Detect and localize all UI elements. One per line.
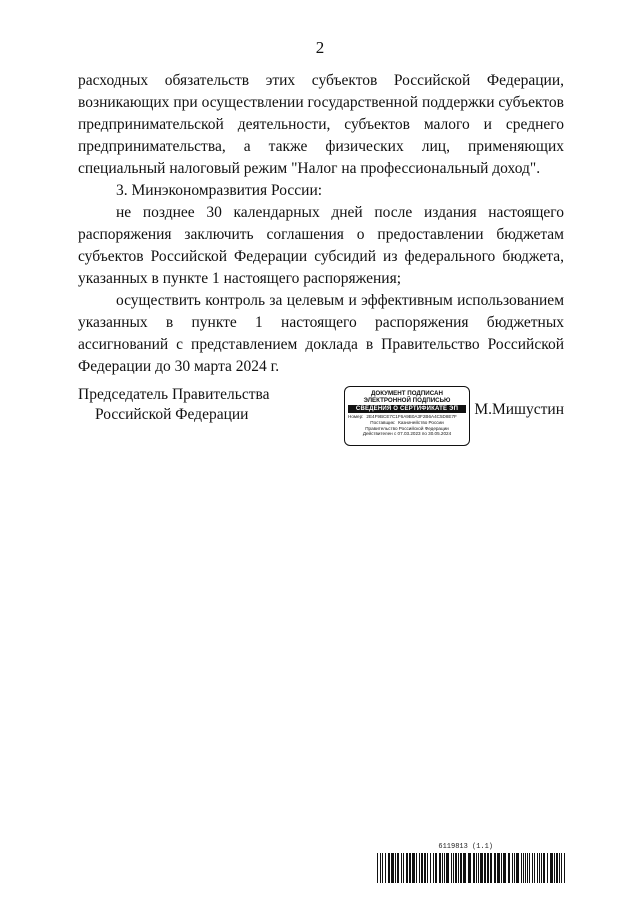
stamp-number-value: 2E4F9BCE7C1F6A9B0A3F2B6A4C5D8E7F — [366, 414, 457, 419]
stamp-owner: Правительство Российской Федерации — [365, 425, 449, 431]
barcode-text: 6119813 (1.1) — [438, 843, 493, 851]
stamp-supplier-value: Казначейство России — [398, 419, 444, 425]
stamp-validity: Действителен с 07.03.2023 по 30.05.2024 — [362, 431, 452, 437]
stamp-line2: ЭЛЕКТРОННОЙ ПОДПИСЬЮ — [363, 397, 451, 404]
document-barcode — [377, 843, 567, 885]
signatory-title — [78, 385, 278, 425]
paragraph-agreements: не позднее 30 календарных дней после издания настоящего распоряжения заключить соглашения о предоставлении бюджетам субъектов Российской Федерации субсидий из федерального бюджета, указанных в пункте 1 настоящего распоряжения; — [78, 204, 564, 287]
stamp-number-label: Номер: — [348, 414, 364, 419]
stamp-supplier-label: Поставщик: — [370, 419, 396, 425]
signatory-title-line2: Российской Федерации — [95, 406, 249, 423]
signatory-name: М.Мишустин — [474, 401, 564, 418]
stamp-line1: ДОКУМЕНТ ПОДПИСАН — [371, 390, 443, 397]
electronic-signature-stamp — [344, 386, 470, 446]
paragraph-continuation: расходных обязательств этих субъектов Российской Федерации, возникающих при осуществлении государственной поддержки субъектов предпринимательской деятельности, субъектов малого и среднего предпринимательства, а также физических лиц, применяющих специальный налоговый режим "Налог на профессиональный доход". — [78, 72, 564, 177]
barcode-bars — [377, 853, 567, 883]
signatory-title-line1: Председатель Правительства — [78, 386, 270, 403]
paragraph-item-3: 3. Минэкономразвития России: — [116, 182, 323, 199]
page-number: 2 — [315, 38, 325, 57]
document-body — [78, 70, 564, 378]
stamp-banner: СВЕДЕНИЯ О СЕРТИФИКАТЕ ЭП — [348, 405, 466, 413]
paragraph-control: осуществить контроль за целевым и эффективным использованием указанных в пункте 1 настоящего распоряжения бюджетных ассигнований с представлением доклада в Правительство Российской Федерации до 30 марта 2024 г. — [78, 292, 564, 375]
